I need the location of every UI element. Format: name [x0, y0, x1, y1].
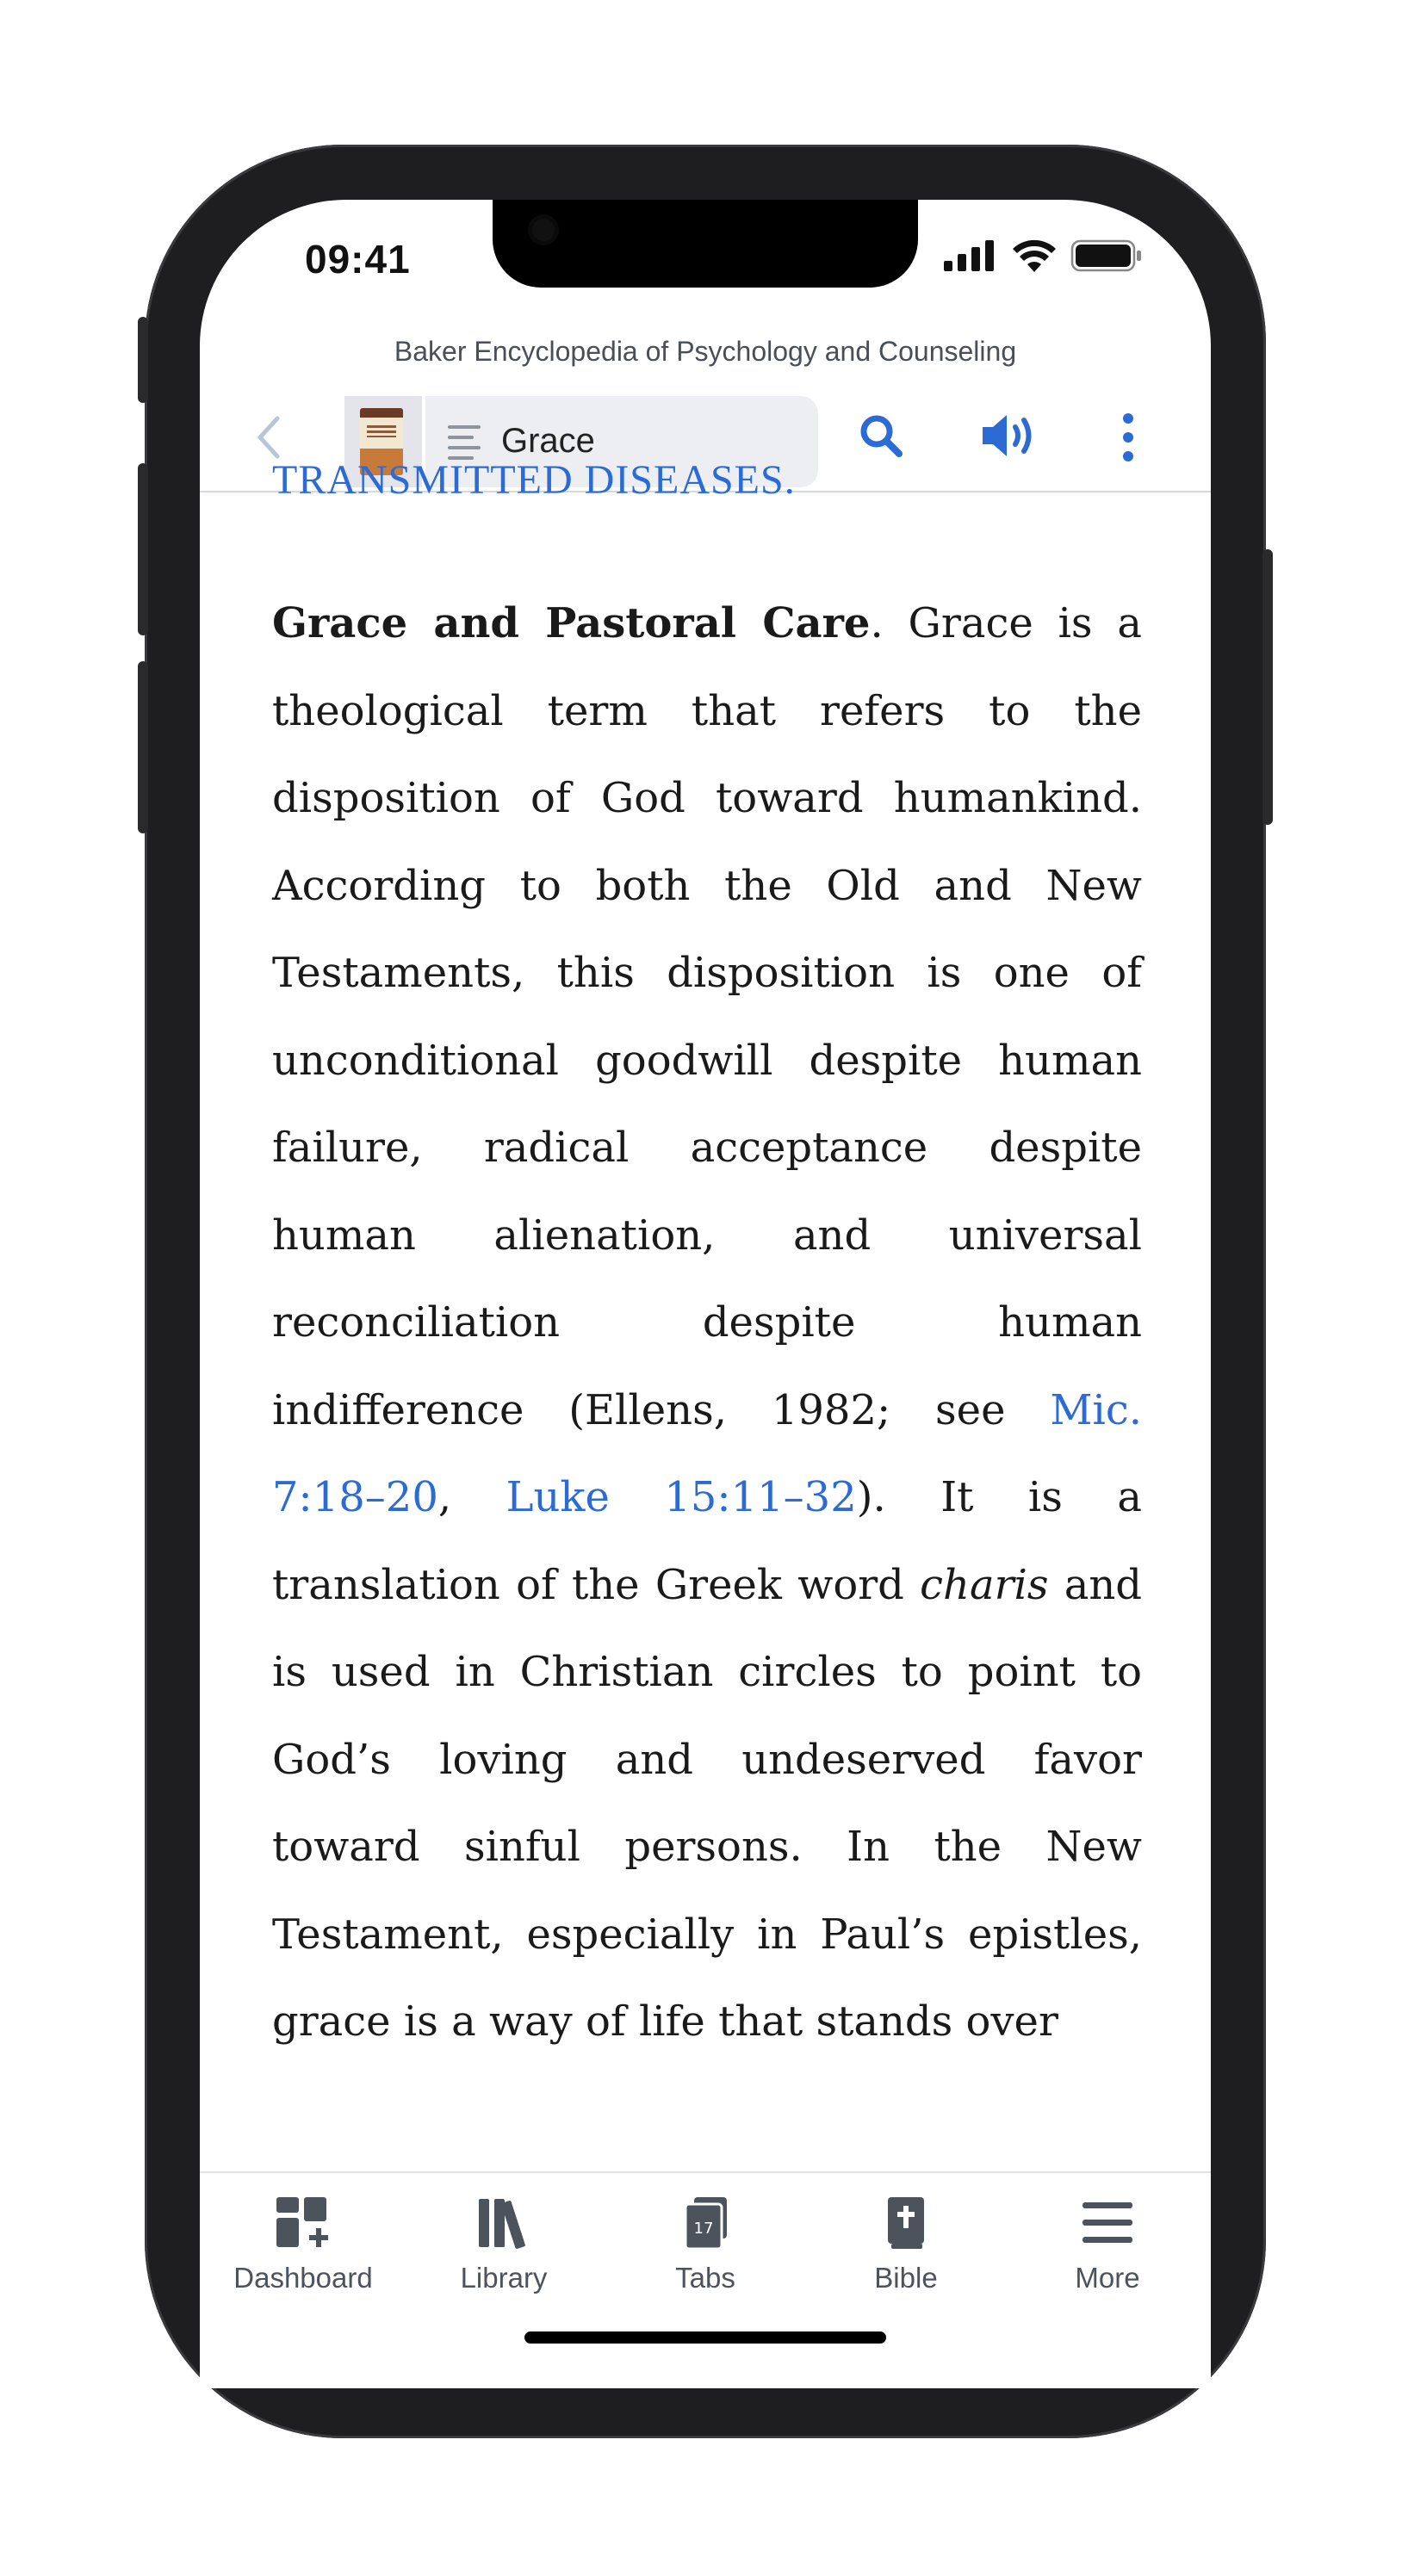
volume-down-button — [138, 661, 148, 833]
more-icon — [1077, 2195, 1138, 2251]
tab-label: Dashboard — [233, 2262, 373, 2294]
tab-label: Bible — [874, 2262, 938, 2294]
article-body — [272, 580, 1142, 2066]
tab-dashboard[interactable] — [208, 2195, 398, 2294]
volume-up-button — [138, 463, 148, 635]
svg-text:17: 17 — [693, 2220, 714, 2238]
tab-bible[interactable] — [811, 2195, 1001, 2294]
body-text-2: , — [437, 1473, 506, 1521]
mute-switch — [138, 317, 148, 403]
status-icons — [942, 239, 1142, 272]
tabs-icon — [675, 2195, 735, 2251]
screen — [200, 200, 1211, 2387]
front-camera — [532, 219, 555, 241]
body-text-4: and is used in Christian circles to point to God’s loving and undeserved favor toward sinful persons. In the New Testament, especially in Paul’s epistles, grace is a way of life that stands over — [272, 1560, 1142, 2046]
tab-more[interactable] — [1013, 2195, 1202, 2294]
speaker-audio-icon[interactable] — [979, 412, 1041, 460]
scripture-link-luke[interactable]: Luke 15:11–32 — [506, 1473, 857, 1521]
battery-icon — [1071, 239, 1142, 272]
tab-label: More — [1075, 2262, 1140, 2294]
library-icon — [474, 2195, 534, 2251]
tab-label: Tabs — [675, 2262, 735, 2294]
scripture-link-micah[interactable]: Mic. 7:18–20 — [272, 1385, 1142, 1521]
body-text-3: ). It is a translation of the Greek word — [272, 1473, 1143, 1609]
italic-term: charis — [920, 1560, 1049, 1609]
bible-icon — [876, 2195, 936, 2251]
cross-reference-link[interactable]: TRANSMITTED DISEASES. — [272, 457, 796, 503]
tab-library[interactable] — [409, 2195, 599, 2294]
back-chevron-icon[interactable] — [253, 413, 284, 461]
tab-bar — [200, 2171, 1211, 2388]
more-options-icon[interactable] — [1120, 412, 1137, 463]
body-text-1: . Grace is a theological term that refers to the disposition of God toward humankind. According to both the Old and New Testaments, this disposition is one of unconditional goodwill despite human failure, radical acceptance despite human alienation, and universal reconciliation despite human indifference (Ellens, 1982; see — [272, 599, 1143, 1434]
article-content[interactable] — [272, 457, 1143, 2046]
cellular-signal-icon — [942, 240, 997, 271]
wifi-icon — [1013, 239, 1056, 272]
home-indicator[interactable] — [524, 2331, 886, 2344]
status-time: 09:41 — [305, 237, 411, 282]
article-heading: Grace and Pastoral Care — [272, 599, 871, 647]
notch — [493, 200, 918, 288]
article-title: Grace — [501, 422, 595, 460]
book-title[interactable]: Baker Encyclopedia of Psychology and Counseling — [394, 336, 1017, 367]
power-button — [1262, 549, 1273, 825]
search-icon[interactable] — [859, 413, 903, 458]
tab-label: Library — [460, 2262, 548, 2294]
dashboard-icon — [273, 2195, 333, 2251]
tab-tabs[interactable] — [611, 2195, 800, 2294]
